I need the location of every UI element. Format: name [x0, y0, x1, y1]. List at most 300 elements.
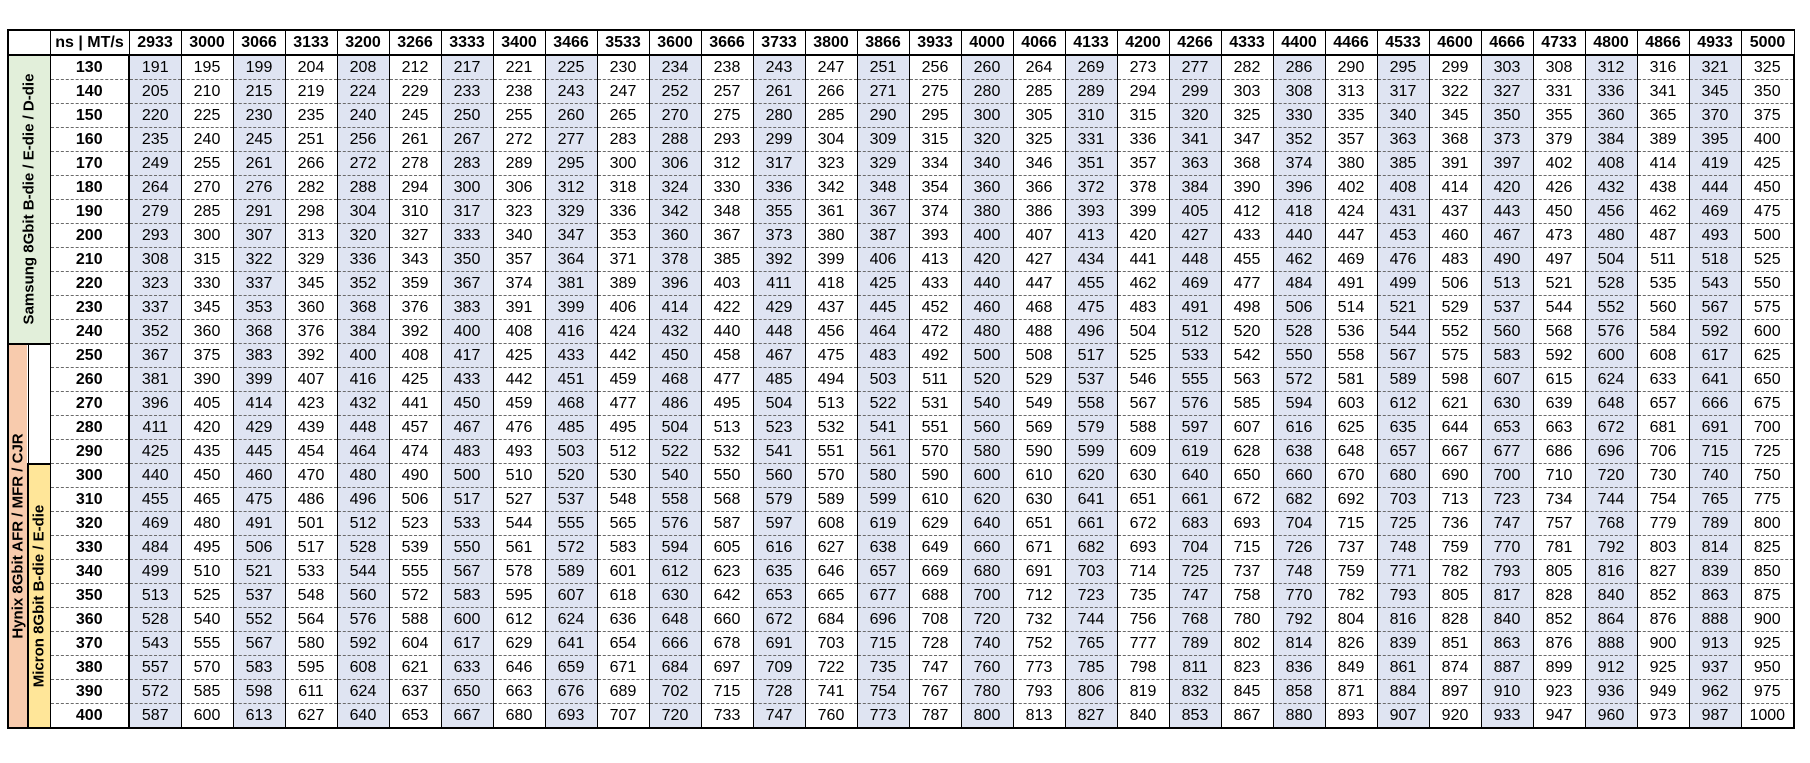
table-row [8, 272, 1794, 296]
value-cell: 288 [649, 128, 701, 152]
value-cell: 336 [1585, 80, 1637, 104]
value-cell: 570 [181, 656, 233, 680]
value-cell: 693 [545, 704, 597, 729]
value-cell: 317 [441, 200, 493, 224]
value-cell: 639 [1533, 392, 1585, 416]
value-cell: 544 [337, 560, 389, 584]
value-cell: 310 [1065, 104, 1117, 128]
value-cell: 521 [1533, 272, 1585, 296]
table-row [8, 440, 1794, 464]
value-cell: 460 [1429, 224, 1481, 248]
value-cell: 600 [961, 464, 1013, 488]
value-cell: 357 [1117, 152, 1169, 176]
value-cell: 360 [649, 224, 701, 248]
value-cell: 469 [1689, 200, 1741, 224]
value-cell: 513 [805, 392, 857, 416]
value-cell: 700 [1481, 464, 1533, 488]
value-cell: 260 [545, 104, 597, 128]
speed-header: 4533 [1377, 30, 1429, 55]
value-cell: 313 [285, 224, 337, 248]
value-cell: 230 [233, 104, 285, 128]
value-cell: 475 [805, 344, 857, 368]
value-cell: 937 [1689, 656, 1741, 680]
value-cell: 826 [1325, 632, 1377, 656]
value-cell: 413 [909, 248, 961, 272]
value-cell: 392 [753, 248, 805, 272]
value-cell: 416 [337, 368, 389, 392]
value-cell: 561 [857, 440, 909, 464]
value-cell: 426 [1533, 176, 1585, 200]
value-cell: 496 [1065, 320, 1117, 344]
value-cell: 247 [597, 80, 649, 104]
value-cell: 452 [909, 296, 961, 320]
value-cell: 400 [441, 320, 493, 344]
value-cell: 900 [1741, 608, 1794, 632]
value-cell: 572 [1273, 368, 1325, 392]
value-cell: 514 [1325, 296, 1377, 320]
value-cell: 592 [1533, 344, 1585, 368]
value-cell: 414 [1429, 176, 1481, 200]
value-cell: 399 [545, 296, 597, 320]
ns-cell: 290 [50, 440, 129, 464]
value-cell: 528 [1273, 320, 1325, 344]
value-cell: 469 [1325, 248, 1377, 272]
value-cell: 560 [961, 416, 1013, 440]
value-cell: 793 [1377, 584, 1429, 608]
value-cell: 512 [1169, 320, 1221, 344]
value-cell: 619 [1169, 440, 1221, 464]
value-cell: 787 [909, 704, 961, 729]
value-cell: 750 [1741, 464, 1794, 488]
value-cell: 261 [753, 80, 805, 104]
value-cell: 336 [753, 176, 805, 200]
value-cell: 320 [337, 224, 389, 248]
value-cell: 832 [1169, 680, 1221, 704]
value-cell: 533 [1169, 344, 1221, 368]
value-cell: 840 [1585, 584, 1637, 608]
value-cell: 484 [129, 536, 181, 560]
value-cell: 839 [1689, 560, 1741, 584]
value-cell: 735 [1117, 584, 1169, 608]
value-cell: 318 [597, 176, 649, 200]
ns-cell: 360 [50, 608, 129, 632]
value-cell: 672 [1221, 488, 1273, 512]
speed-header: 3000 [181, 30, 233, 55]
value-cell: 551 [805, 440, 857, 464]
value-cell: 277 [1169, 55, 1221, 80]
value-cell: 624 [545, 608, 597, 632]
value-cell: 828 [1429, 608, 1481, 632]
value-cell: 469 [1169, 272, 1221, 296]
value-cell: 308 [1273, 80, 1325, 104]
value-cell: 406 [857, 248, 909, 272]
value-cell: 477 [701, 368, 753, 392]
value-cell: 235 [129, 128, 181, 152]
value-cell: 887 [1481, 656, 1533, 680]
speed-header: 3400 [493, 30, 545, 55]
value-cell: 587 [129, 704, 181, 729]
value-cell: 342 [649, 200, 701, 224]
value-cell: 666 [1689, 392, 1741, 416]
value-cell: 612 [493, 608, 545, 632]
ns-cell: 340 [50, 560, 129, 584]
value-cell: 550 [701, 464, 753, 488]
value-cell: 748 [1377, 536, 1429, 560]
value-cell: 460 [233, 464, 285, 488]
value-cell: 233 [441, 80, 493, 104]
value-cell: 381 [545, 272, 597, 296]
speed-header: 3800 [805, 30, 857, 55]
value-cell: 225 [545, 55, 597, 80]
value-cell: 425 [389, 368, 441, 392]
value-cell: 491 [1169, 296, 1221, 320]
value-cell: 715 [701, 680, 753, 704]
value-cell: 691 [753, 632, 805, 656]
value-cell: 635 [753, 560, 805, 584]
value-cell: 230 [597, 55, 649, 80]
value-cell: 480 [337, 464, 389, 488]
value-cell: 813 [1013, 704, 1065, 729]
value-cell: 686 [1533, 440, 1585, 464]
value-cell: 322 [1429, 80, 1481, 104]
value-cell: 540 [961, 392, 1013, 416]
speed-header: 4466 [1325, 30, 1377, 55]
ns-cell: 170 [50, 152, 129, 176]
value-cell: 367 [701, 224, 753, 248]
value-cell: 293 [129, 224, 181, 248]
value-cell: 251 [857, 55, 909, 80]
value-cell: 264 [1013, 55, 1065, 80]
value-cell: 648 [1325, 440, 1377, 464]
corner-header: ns | MT/s [50, 30, 129, 55]
value-cell: 537 [233, 584, 285, 608]
value-cell: 663 [1533, 416, 1585, 440]
value-cell: 195 [181, 55, 233, 80]
value-cell: 819 [1117, 680, 1169, 704]
value-cell: 880 [1273, 704, 1325, 729]
value-cell: 537 [1065, 368, 1117, 392]
value-cell: 405 [181, 392, 233, 416]
value-cell: 317 [1377, 80, 1429, 104]
speed-header: 4400 [1273, 30, 1325, 55]
value-cell: 432 [649, 320, 701, 344]
value-cell: 780 [961, 680, 1013, 704]
value-cell: 675 [1741, 392, 1794, 416]
value-cell: 689 [597, 680, 649, 704]
value-cell: 650 [1741, 368, 1794, 392]
value-cell: 420 [181, 416, 233, 440]
value-cell: 468 [649, 368, 701, 392]
value-cell: 550 [1273, 344, 1325, 368]
value-cell: 907 [1377, 704, 1429, 729]
value-cell: 853 [1169, 704, 1221, 729]
value-cell: 445 [857, 296, 909, 320]
value-cell: 641 [1689, 368, 1741, 392]
value-cell: 275 [701, 104, 753, 128]
value-cell: 569 [1013, 416, 1065, 440]
value-cell: 532 [805, 416, 857, 440]
value-cell: 266 [285, 152, 337, 176]
value-cell: 773 [1013, 656, 1065, 680]
value-cell: 384 [1585, 128, 1637, 152]
value-cell: 334 [909, 152, 961, 176]
value-cell: 457 [389, 416, 441, 440]
value-cell: 295 [909, 104, 961, 128]
value-cell: 300 [961, 104, 1013, 128]
value-cell: 667 [1429, 440, 1481, 464]
value-cell: 440 [961, 272, 1013, 296]
value-cell: 740 [961, 632, 1013, 656]
value-cell: 265 [597, 104, 649, 128]
value-cell: 627 [805, 536, 857, 560]
value-cell: 589 [545, 560, 597, 584]
value-cell: 800 [1741, 512, 1794, 536]
value-cell: 760 [805, 704, 857, 729]
value-cell: 570 [805, 464, 857, 488]
value-cell: 747 [753, 704, 805, 729]
value-cell: 374 [1273, 152, 1325, 176]
speed-header: 5000 [1741, 30, 1794, 55]
speed-header: 4066 [1013, 30, 1065, 55]
value-cell: 305 [1013, 104, 1065, 128]
value-cell: 245 [389, 104, 441, 128]
value-cell: 623 [701, 560, 753, 584]
value-cell: 817 [1481, 584, 1533, 608]
value-cell: 420 [1117, 224, 1169, 248]
value-cell: 765 [1065, 632, 1117, 656]
value-cell: 476 [1377, 248, 1429, 272]
value-cell: 350 [1481, 104, 1533, 128]
value-cell: 467 [753, 344, 805, 368]
value-cell: 392 [285, 344, 337, 368]
value-cell: 646 [493, 656, 545, 680]
value-cell: 229 [389, 80, 441, 104]
value-cell: 357 [1325, 128, 1377, 152]
value-cell: 224 [337, 80, 389, 104]
value-cell: 543 [1689, 272, 1741, 296]
value-cell: 648 [1585, 392, 1637, 416]
value-cell: 455 [1065, 272, 1117, 296]
value-cell: 987 [1689, 704, 1741, 729]
value-cell: 492 [909, 344, 961, 368]
value-cell: 798 [1117, 656, 1169, 680]
value-cell: 366 [1013, 176, 1065, 200]
value-cell: 256 [337, 128, 389, 152]
speed-header: 4600 [1429, 30, 1481, 55]
value-cell: 558 [1065, 392, 1117, 416]
value-cell: 444 [1689, 176, 1741, 200]
value-cell: 341 [1169, 128, 1221, 152]
value-cell: 768 [1585, 512, 1637, 536]
value-cell: 285 [805, 104, 857, 128]
value-cell: 500 [961, 344, 1013, 368]
value-cell: 480 [961, 320, 1013, 344]
value-cell: 438 [1637, 176, 1689, 200]
value-cell: 680 [1377, 464, 1429, 488]
value-cell: 726 [1273, 536, 1325, 560]
value-cell: 561 [493, 536, 545, 560]
value-cell: 684 [805, 608, 857, 632]
value-cell: 594 [649, 536, 701, 560]
value-cell: 408 [493, 320, 545, 344]
value-cell: 535 [1637, 272, 1689, 296]
value-cell: 604 [389, 632, 441, 656]
value-cell: 322 [233, 248, 285, 272]
value-cell: 523 [389, 512, 441, 536]
value-cell: 700 [1741, 416, 1794, 440]
value-cell: 567 [233, 632, 285, 656]
value-cell: 455 [129, 488, 181, 512]
value-cell: 621 [1429, 392, 1481, 416]
value-cell: 567 [1689, 296, 1741, 320]
value-cell: 693 [1221, 512, 1273, 536]
value-cell: 525 [181, 584, 233, 608]
value-cell: 552 [1585, 296, 1637, 320]
value-cell: 345 [285, 272, 337, 296]
value-cell: 464 [857, 320, 909, 344]
value-cell: 500 [441, 464, 493, 488]
value-cell: 494 [805, 368, 857, 392]
value-cell: 506 [1429, 272, 1481, 296]
value-cell: 770 [1273, 584, 1325, 608]
value-cell: 389 [597, 272, 649, 296]
value-cell: 863 [1689, 584, 1741, 608]
table-row [8, 200, 1794, 224]
value-cell: 768 [1169, 608, 1221, 632]
value-cell: 667 [441, 704, 493, 729]
value-cell: 785 [1065, 656, 1117, 680]
value-cell: 460 [961, 296, 1013, 320]
value-cell: 497 [1533, 248, 1585, 272]
value-cell: 572 [545, 536, 597, 560]
value-cell: 368 [337, 296, 389, 320]
value-cell: 583 [597, 536, 649, 560]
value-cell: 633 [1637, 368, 1689, 392]
value-cell: 704 [1273, 512, 1325, 536]
value-cell: 325 [1221, 104, 1273, 128]
value-cell: 947 [1533, 704, 1585, 729]
value-cell: 696 [857, 608, 909, 632]
value-cell: 308 [1533, 55, 1585, 80]
value-cell: 666 [649, 632, 701, 656]
value-cell: 861 [1377, 656, 1429, 680]
ns-cell: 140 [50, 80, 129, 104]
value-cell: 386 [1013, 200, 1065, 224]
value-cell: 715 [1325, 512, 1377, 536]
value-cell: 620 [1065, 464, 1117, 488]
value-cell: 450 [441, 392, 493, 416]
value-cell: 529 [1429, 296, 1481, 320]
value-cell: 607 [1481, 368, 1533, 392]
table-row [8, 248, 1794, 272]
value-cell: 765 [1689, 488, 1741, 512]
value-cell: 300 [441, 176, 493, 200]
value-cell: 402 [1325, 176, 1377, 200]
ns-cell: 330 [50, 536, 129, 560]
value-cell: 295 [1377, 55, 1429, 80]
value-cell: 850 [1741, 560, 1794, 584]
value-cell: 642 [701, 584, 753, 608]
value-cell: 858 [1273, 680, 1325, 704]
samsung-group-text: Samsung 8Gbit B-die / E-die / D-die [20, 73, 38, 325]
value-cell: 629 [493, 632, 545, 656]
value-cell: 352 [337, 272, 389, 296]
value-cell: 408 [1585, 152, 1637, 176]
value-cell: 264 [129, 176, 181, 200]
value-cell: 759 [1325, 560, 1377, 584]
value-cell: 477 [597, 392, 649, 416]
value-cell: 513 [129, 584, 181, 608]
value-cell: 312 [701, 152, 753, 176]
value-cell: 240 [181, 128, 233, 152]
value-cell: 433 [1221, 224, 1273, 248]
value-cell: 544 [1377, 320, 1429, 344]
value-cell: 252 [649, 80, 701, 104]
value-cell: 897 [1429, 680, 1481, 704]
value-cell: 876 [1533, 632, 1585, 656]
value-cell: 450 [181, 464, 233, 488]
value-cell: 443 [1481, 200, 1533, 224]
value-cell: 597 [753, 512, 805, 536]
value-cell: 677 [857, 584, 909, 608]
value-cell: 529 [1013, 368, 1065, 392]
value-cell: 397 [1481, 152, 1533, 176]
value-cell: 477 [1221, 272, 1273, 296]
value-cell: 533 [441, 512, 493, 536]
value-cell: 433 [545, 344, 597, 368]
value-cell: 527 [493, 488, 545, 512]
value-cell: 504 [1117, 320, 1169, 344]
value-cell: 473 [1533, 224, 1585, 248]
value-cell: 823 [1221, 656, 1273, 680]
table-row [8, 55, 1794, 80]
value-cell: 950 [1741, 656, 1794, 680]
value-cell: 767 [909, 680, 961, 704]
value-cell: 603 [1325, 392, 1377, 416]
ns-cell: 220 [50, 272, 129, 296]
value-cell: 491 [1325, 272, 1377, 296]
value-cell: 272 [493, 128, 545, 152]
value-cell: 962 [1689, 680, 1741, 704]
value-cell: 555 [545, 512, 597, 536]
value-cell: 691 [1013, 560, 1065, 584]
value-cell: 513 [701, 416, 753, 440]
value-cell: 511 [1637, 248, 1689, 272]
value-cell: 875 [1741, 584, 1794, 608]
value-cell: 340 [493, 224, 545, 248]
value-cell: 670 [1325, 464, 1377, 488]
value-cell: 613 [233, 704, 285, 729]
value-cell: 973 [1637, 704, 1689, 729]
value-cell: 756 [1117, 608, 1169, 632]
value-cell: 337 [233, 272, 285, 296]
value-cell: 506 [389, 488, 441, 512]
speed-header: 3466 [545, 30, 597, 55]
value-cell: 607 [545, 584, 597, 608]
value-cell: 619 [857, 512, 909, 536]
value-cell: 548 [597, 488, 649, 512]
value-cell: 243 [545, 80, 597, 104]
speed-header: 2933 [129, 30, 181, 55]
value-cell: 599 [857, 488, 909, 512]
value-cell: 383 [441, 296, 493, 320]
value-cell: 361 [805, 200, 857, 224]
value-cell: 363 [1169, 152, 1221, 176]
speed-header: 3666 [701, 30, 753, 55]
value-cell: 363 [1377, 128, 1429, 152]
value-cell: 316 [1637, 55, 1689, 80]
value-cell: 350 [441, 248, 493, 272]
